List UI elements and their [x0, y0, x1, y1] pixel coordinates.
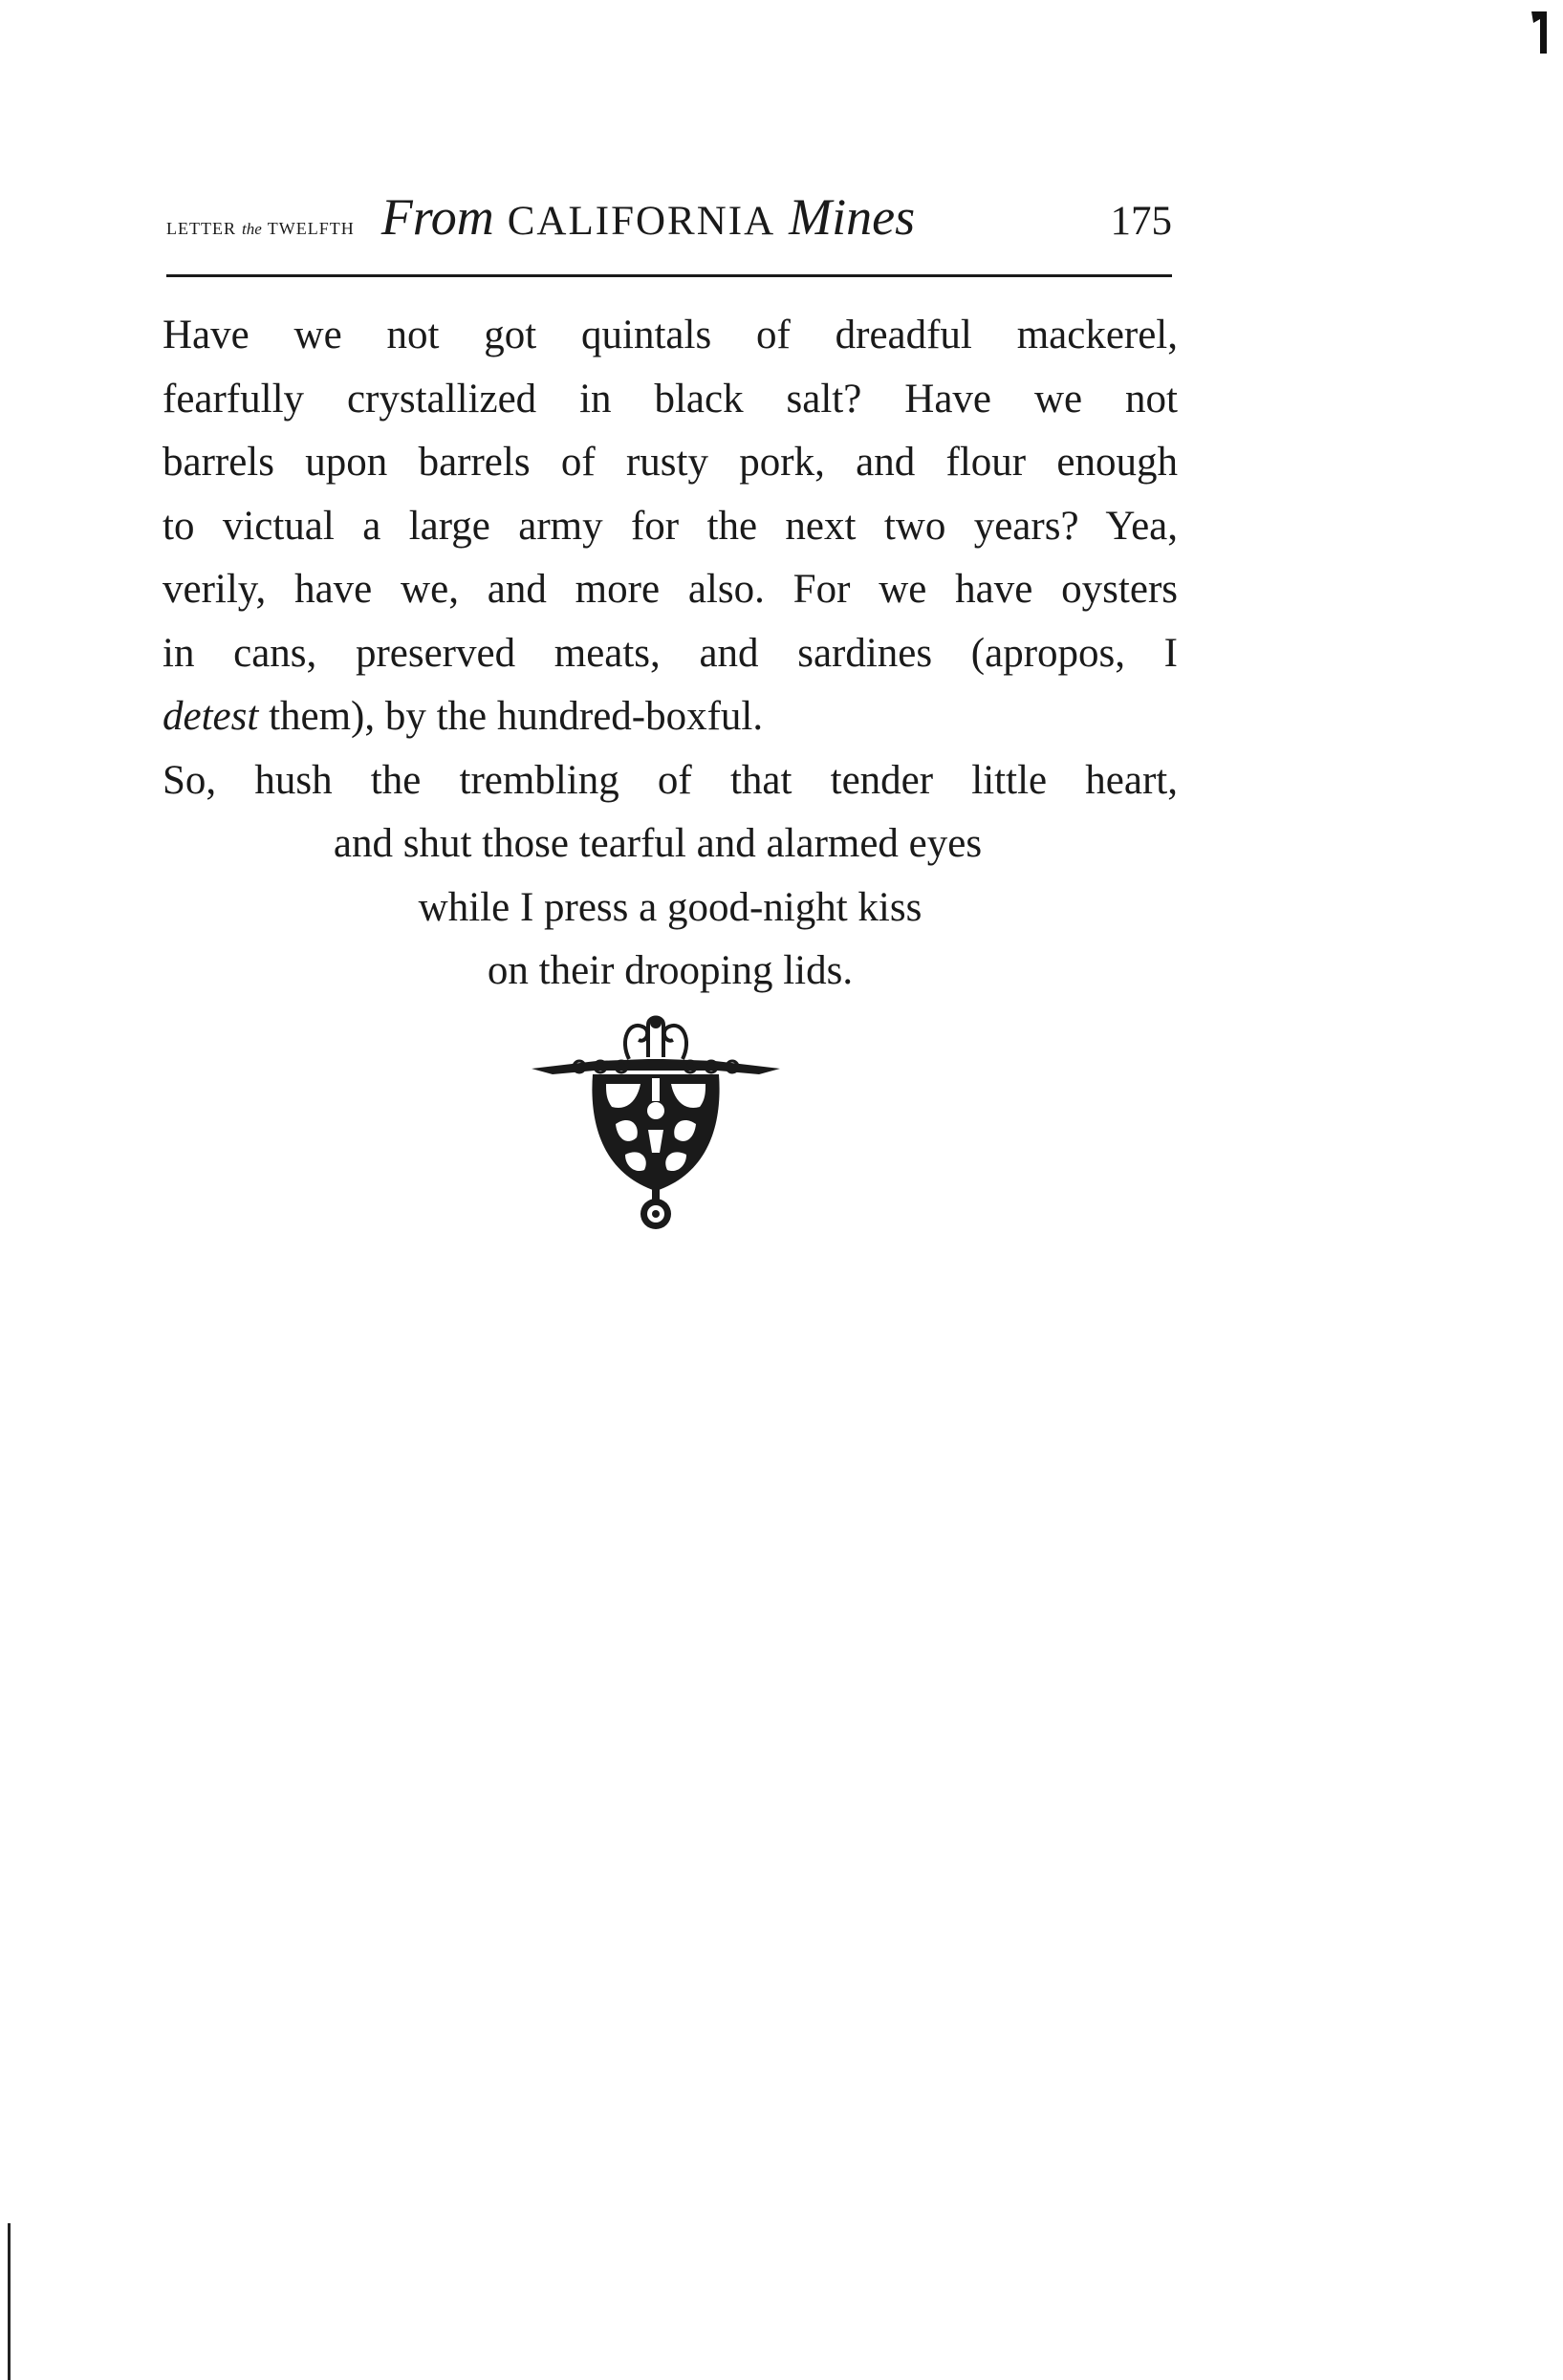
corner-mark — [1531, 11, 1547, 54]
closing-line-3: while I press a good-night kiss — [418, 884, 923, 930]
closing-line-1: So, hush the trembling of that tender little heart, — [163, 757, 1178, 803]
scan-edge-line — [8, 2223, 11, 2380]
text-line-6: in cans, preserved meats, and sardines (apropos, I — [163, 630, 1178, 676]
running-head-from: From — [380, 188, 494, 246]
running-head — [166, 187, 1172, 254]
running-head-twelfth: TWELFTH — [267, 219, 355, 238]
text-line-1: Have we not got quintals of dreadful mackerel, — [163, 313, 1178, 357]
text-line-7-rest: them), by the hundred-boxful. — [258, 694, 764, 739]
header-rule — [166, 274, 1172, 277]
running-head-california: CALIFORNIA — [507, 199, 776, 244]
italic-detest: detest — [163, 694, 259, 739]
closing-line-4: on their drooping lids. — [487, 948, 854, 993]
text-line-3: barrels upon barrels of rusty pork, and flour enough — [163, 440, 1178, 485]
text-line-5: verily, have we, and more also. For we have oysters — [163, 567, 1178, 612]
decorative-tailpiece-icon — [530, 1011, 782, 1233]
text-line-2: fearfully crystallized in black salt? Have we not — [163, 376, 1178, 422]
running-head-letter: LETTER — [166, 219, 236, 238]
closing-line-2: and shut those tearful and alarmed eyes — [333, 821, 983, 866]
running-head-mines: Mines — [789, 188, 916, 246]
running-head-the: the — [241, 220, 262, 238]
body-text — [163, 304, 1178, 1004]
text-line-4: to victual a large army for the next two years? Yea, — [163, 503, 1178, 549]
page-number: 175 — [1110, 199, 1172, 244]
text-line-7 — [163, 685, 1178, 749]
